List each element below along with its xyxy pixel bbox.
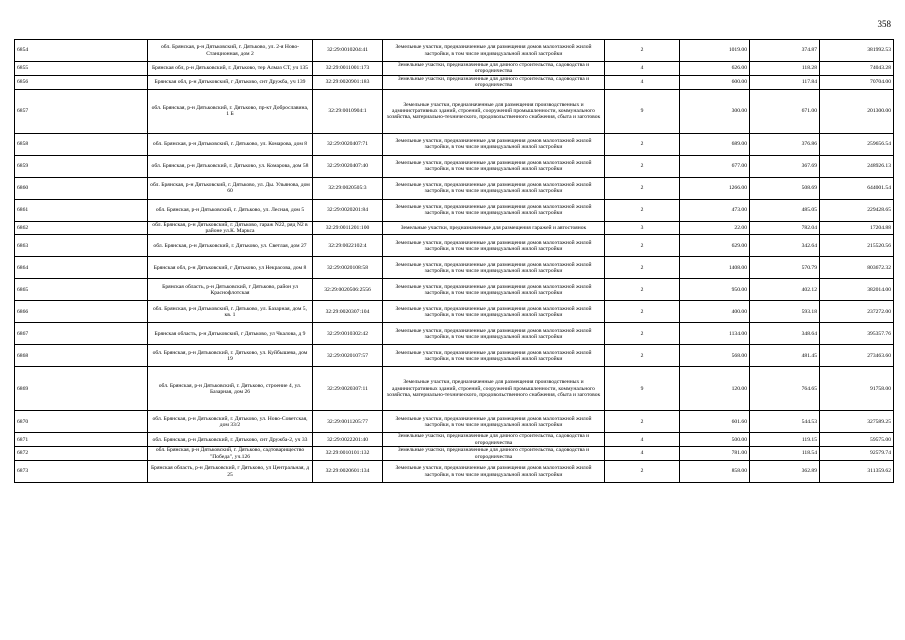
land-use-cell: Земельные участки, предназначенные для размещения домов малоэтажной жилой застройки, в том числе индивидуальной жилой застройки [383, 155, 605, 177]
specific-value-cell: 508.69 [750, 177, 820, 199]
cadastral-number-cell: 32:29:0020506:2556 [313, 279, 383, 301]
use-group-cell: 2 [605, 177, 680, 199]
area-cell: 629.00 [680, 235, 750, 257]
land-use-cell: Земельные участки, предназначенные для размещения домов малоэтажной жилой застройки, в том числе индивидуальной жилой застройки [383, 133, 605, 155]
address-cell: Брянская обл, р-н Дятьковский, г. Дятьково, тер Алмаз СТ, уч 135 [148, 62, 313, 76]
address-cell: обл. Брянская, р-н Дятьковский, г. Дятьково, ул. Светлая, дом 27 [148, 235, 313, 257]
land-use-cell: Земельные участки, предназначенные для размещения домов малоэтажной жилой застройки, в том числе индивидуальной жилой застройки [383, 279, 605, 301]
table-row [15, 323, 894, 345]
specific-value-cell: 671.00 [750, 89, 820, 133]
cadastral-number-cell: 32:29:0011201:100 [313, 221, 383, 235]
cadastral-value-cell: 59575.00 [820, 433, 894, 447]
specific-value-cell: 342.64 [750, 235, 820, 257]
use-group-cell: 4 [605, 447, 680, 461]
row-number-cell: 6864 [15, 257, 148, 279]
land-use-cell: Земельные участки, предназначенные для размещения домов малоэтажной жилой застройки, в том числе индивидуальной жилой застройки [383, 411, 605, 433]
land-use-cell: Земельные участки, предназначенные для размещения домов малоэтажной жилой застройки, в том числе индивидуальной жилой застройки [383, 257, 605, 279]
row-number-cell: 6858 [15, 133, 148, 155]
row-number-cell: 6862 [15, 221, 148, 235]
address-cell: Брянская область, р-н Дятьковский, г Дятьково, район ул Краснофлотская [148, 279, 313, 301]
land-use-cell: Земельные участки, предназначенные для размещения домов малоэтажной жилой застройки, в том числе индивидуальной жилой застройки [383, 199, 605, 221]
row-number-cell: 6855 [15, 62, 148, 76]
use-group-cell: 4 [605, 62, 680, 76]
cadastral-number-cell: 32:29:0022102:4 [313, 235, 383, 257]
use-group-cell: 2 [605, 411, 680, 433]
cadastral-value-cell: 201300.00 [820, 89, 894, 133]
row-number-cell: 6860 [15, 177, 148, 199]
specific-value-cell: 117.84 [750, 75, 820, 89]
area-cell: 950.00 [680, 279, 750, 301]
row-number-cell: 6872 [15, 447, 148, 461]
cadastral-number-cell: 32:29:0020307:11 [313, 367, 383, 411]
row-number-cell: 6859 [15, 155, 148, 177]
specific-value-cell: 362.89 [750, 461, 820, 483]
table-row [15, 155, 894, 177]
land-use-cell: Земельные участки, предназначенные для размещения домов малоэтажной жилой застройки, в том числе индивидуальной жилой застройки [383, 345, 605, 367]
cadastral-value-cell: 273463.60 [820, 345, 894, 367]
table-row [15, 301, 894, 323]
area-cell: 601.60 [680, 411, 750, 433]
specific-value-cell: 119.15 [750, 433, 820, 447]
row-number-cell: 6861 [15, 199, 148, 221]
cadastral-number-cell: 32:29:0010904:1 [313, 89, 383, 133]
area-cell: 300.00 [680, 89, 750, 133]
cadastral-number-cell: 32:29:0020407:40 [313, 155, 383, 177]
cadastral-value-cell: 259656.54 [820, 133, 894, 155]
cadastral-number-cell: 32:29:0020307:104 [313, 301, 383, 323]
address-cell: обл. Брянская, р-н Дятьковский, г. Дятьково, ул. Комарова, дом 58 [148, 155, 313, 177]
area-cell: 1266.00 [680, 177, 750, 199]
cadastral-value-cell: 215520.56 [820, 235, 894, 257]
table-body [15, 40, 894, 483]
cadastral-value-cell: 382014.00 [820, 279, 894, 301]
use-group-cell: 2 [605, 345, 680, 367]
cadastral-value-cell: 311359.62 [820, 461, 894, 483]
use-group-cell: 4 [605, 433, 680, 447]
specific-value-cell: 367.69 [750, 155, 820, 177]
specific-value-cell: 570.79 [750, 257, 820, 279]
table-row [15, 447, 894, 461]
table-row [15, 279, 894, 301]
specific-value-cell: 118.54 [750, 447, 820, 461]
land-use-cell: Земельные участки, предназначенные для размещения производственных и административных зданий, строений, сооружений промышленности, коммунального хозяйства, материально-технического, продовольственного снабжения, сбыта и заготовок [383, 367, 605, 411]
address-cell: Брянская область, р-н Дятьковский, г Дятьково, ул Центральная, д 25 [148, 461, 313, 483]
row-number-cell: 6870 [15, 411, 148, 433]
specific-value-cell: 481.45 [750, 345, 820, 367]
cadastral-value-cell: 74043.28 [820, 62, 894, 76]
specific-value-cell: 348.64 [750, 323, 820, 345]
use-group-cell: 2 [605, 199, 680, 221]
cadastral-number-cell: 32:29:0022201:40 [313, 433, 383, 447]
address-cell: обл. Брянская, р-н Дятьковский, г. Дятьково, снт Дружба-2, уч 33 [148, 433, 313, 447]
table-row [15, 235, 894, 257]
table-row [15, 177, 894, 199]
area-cell: 1019.00 [680, 40, 750, 62]
address-cell: обл. Брянская, р-н Дятьковский, г. Дятьково, гараж N22, ряд N2 в районе ул.К. Маркса [148, 221, 313, 235]
table-row [15, 133, 894, 155]
use-group-cell: 4 [605, 75, 680, 89]
specific-value-cell: 485.05 [750, 199, 820, 221]
row-number-cell: 6857 [15, 89, 148, 133]
cadastral-number-cell: 32:29:0020108:58 [313, 257, 383, 279]
address-cell: обл. Брянская, р-н Дятьковский, г. Дятьково, ул. Комарова, дом 8 [148, 133, 313, 155]
cadastral-value-cell: 803672.32 [820, 257, 894, 279]
address-cell: обл. Брянская, р-н Дятьковский, г. Дятьково, ул. Ды. Ульянова, дом 60 [148, 177, 313, 199]
table-row [15, 75, 894, 89]
address-cell: обл. Брянская, р-н Дятьковский, г. Дятьково, строение 4, ул. Базарная, дом 26 [148, 367, 313, 411]
address-cell: обл. Брянская, р-н Дятьковский, г. Дятьково, пр-кт Доброславина, 1 Б [148, 89, 313, 133]
cadastral-number-cell: 32:29:0011001:173 [313, 62, 383, 76]
cadastral-value-cell: 229428.65 [820, 199, 894, 221]
land-use-cell: Земельные участки, предназначенные для размещения домов малоэтажной жилой застройки, в том числе индивидуальной жилой застройки [383, 235, 605, 257]
specific-value-cell: 593.18 [750, 301, 820, 323]
cadastral-number-cell: 32:29:0020601:134 [313, 461, 383, 483]
area-cell: 858.00 [680, 461, 750, 483]
use-group-cell: 9 [605, 367, 680, 411]
table-row [15, 433, 894, 447]
address-cell: обл. Брянская, р-н Дятьковский, г. Дятьково, ул. Куйбышева, дом 19 [148, 345, 313, 367]
land-use-cell: Земельные участки, предназначенные для размещения домов малоэтажной жилой застройки, в том числе индивидуальной жилой застройки [383, 177, 605, 199]
row-number-cell: 6867 [15, 323, 148, 345]
land-use-cell: Земельные участки, предназначенные для размещения домов малоэтажной жилой застройки, в том числе индивидуальной жилой застройки [383, 323, 605, 345]
address-cell: обл. Брянская, р-н Дятьковский, г. Дятьково, садтоварищество "Победа", уч.126 [148, 447, 313, 461]
area-cell: 22.00 [680, 221, 750, 235]
land-use-cell: Земельные участки, предназначенные для размещения домов малоэтажной жилой застройки, в том числе индивидуальной жилой застройки [383, 40, 605, 62]
cadastral-value-table [14, 39, 894, 483]
area-cell: 1134.00 [680, 323, 750, 345]
cadastral-value-cell: 70704.00 [820, 75, 894, 89]
area-cell: 677.00 [680, 155, 750, 177]
cadastral-value-cell: 237272.00 [820, 301, 894, 323]
area-cell: 400.00 [680, 301, 750, 323]
cadastral-number-cell: 32:29:0020407:71 [313, 133, 383, 155]
table-row [15, 461, 894, 483]
cadastral-value-cell: 92579.74 [820, 447, 894, 461]
use-group-cell: 2 [605, 155, 680, 177]
land-use-cell: Земельные участки, предназначенные для размещения производственных и административных зданий, строений, сооружений промышленности, коммунального хозяйства, материально-технического, продовольственного снабжения, сбыта и заготовок [383, 89, 605, 133]
cadastral-value-cell: 644001.54 [820, 177, 894, 199]
land-use-cell: Земельные участки, предназначенные для дачного строительства, садоводства и огородничества [383, 75, 605, 89]
cadastral-number-cell: 32:29:0010101:132 [313, 447, 383, 461]
specific-value-cell: 764.65 [750, 367, 820, 411]
area-cell: 500.00 [680, 433, 750, 447]
cadastral-number-cell: 32:29:0010204:41 [313, 40, 383, 62]
table-row [15, 345, 894, 367]
cadastral-number-cell: 32:29:0020901:183 [313, 75, 383, 89]
land-use-cell: Земельные участки, предназначенные для дачного строительства, садоводства и огородничества [383, 447, 605, 461]
cadastral-value-cell: 327589.25 [820, 411, 894, 433]
land-use-cell: Земельные участки, предназначенные для размещения гаражей и автостоянок [383, 221, 605, 235]
address-cell: обл. Брянская, р-н Дятьковский, г. Дятьково, ул. 2-я Ново-Станционная, дом 2 [148, 40, 313, 62]
cadastral-number-cell: 32:29:0020505:3 [313, 177, 383, 199]
address-cell: Брянская обл, р-н Дятьковский, г Дятьково, снт Дружба, уч 139 [148, 75, 313, 89]
land-use-cell: Земельные участки, предназначенные для дачного строительства, садоводства и огородничества [383, 433, 605, 447]
cadastral-value-cell: 381992.53 [820, 40, 894, 62]
address-cell: Брянская область, р-н Дятьковский, г Дятьково, ул Чкалова, д 9 [148, 323, 313, 345]
row-number-cell: 6871 [15, 433, 148, 447]
cadastral-number-cell: 32:29:0011205:77 [313, 411, 383, 433]
address-cell: обл. Брянская, р-н Дятьковский, г. Дятьково, ул. Лесная, дом 5 [148, 199, 313, 221]
cadastral-value-cell: 91758.00 [820, 367, 894, 411]
use-group-cell: 2 [605, 235, 680, 257]
row-number-cell: 6868 [15, 345, 148, 367]
table-row [15, 40, 894, 62]
table-row [15, 199, 894, 221]
cadastral-number-cell: 32:29:0020107:57 [313, 345, 383, 367]
area-cell: 120.00 [680, 367, 750, 411]
table-row [15, 221, 894, 235]
table-row [15, 257, 894, 279]
land-use-cell: Земельные участки, предназначенные для дачного строительства, садоводства и огородничества [383, 62, 605, 76]
table-row [15, 62, 894, 76]
use-group-cell: 2 [605, 279, 680, 301]
specific-value-cell: 376.86 [750, 133, 820, 155]
use-group-cell: 9 [605, 89, 680, 133]
land-use-cell: Земельные участки, предназначенные для размещения домов малоэтажной жилой застройки, в том числе индивидуальной жилой застройки [383, 461, 605, 483]
table-row [15, 411, 894, 433]
area-cell: 600.00 [680, 75, 750, 89]
use-group-cell: 3 [605, 221, 680, 235]
cadastral-number-cell: 32:29:0010302:42 [313, 323, 383, 345]
specific-value-cell: 118.28 [750, 62, 820, 76]
page-number: 358 [877, 19, 891, 29]
area-cell: 626.00 [680, 62, 750, 76]
specific-value-cell: 374.87 [750, 40, 820, 62]
table-row [15, 89, 894, 133]
use-group-cell: 2 [605, 40, 680, 62]
specific-value-cell: 782.04 [750, 221, 820, 235]
area-cell: 1408.00 [680, 257, 750, 279]
row-number-cell: 6865 [15, 279, 148, 301]
cadastral-value-cell: 395357.76 [820, 323, 894, 345]
table-row [15, 367, 894, 411]
use-group-cell: 2 [605, 257, 680, 279]
cadastral-value-cell: 17204.88 [820, 221, 894, 235]
cadastral-value-cell: 248926.13 [820, 155, 894, 177]
area-cell: 689.00 [680, 133, 750, 155]
row-number-cell: 6869 [15, 367, 148, 411]
use-group-cell: 2 [605, 323, 680, 345]
use-group-cell: 2 [605, 461, 680, 483]
address-cell: обл. Брянская, р-н Дятьковский, г. Дятьково, ул. Базарная, дом 5, кв. 1 [148, 301, 313, 323]
use-group-cell: 2 [605, 301, 680, 323]
area-cell: 568.00 [680, 345, 750, 367]
area-cell: 473.00 [680, 199, 750, 221]
cadastral-number-cell: 32:29:0020201:84 [313, 199, 383, 221]
use-group-cell: 2 [605, 133, 680, 155]
row-number-cell: 6863 [15, 235, 148, 257]
row-number-cell: 6866 [15, 301, 148, 323]
specific-value-cell: 544.53 [750, 411, 820, 433]
specific-value-cell: 402.12 [750, 279, 820, 301]
row-number-cell: 6854 [15, 40, 148, 62]
land-use-cell: Земельные участки, предназначенные для размещения домов малоэтажной жилой застройки, в том числе индивидуальной жилой застройки [383, 301, 605, 323]
row-number-cell: 6873 [15, 461, 148, 483]
address-cell: Брянская обл, р-н Дятьковский, г Дятьково, ул Некрасова, дом 8 [148, 257, 313, 279]
address-cell: обл. Брянская, р-н Дятьковский, г. Дятьково, ул. Ново-Советская, дом 33/2 [148, 411, 313, 433]
area-cell: 781.00 [680, 447, 750, 461]
row-number-cell: 6856 [15, 75, 148, 89]
